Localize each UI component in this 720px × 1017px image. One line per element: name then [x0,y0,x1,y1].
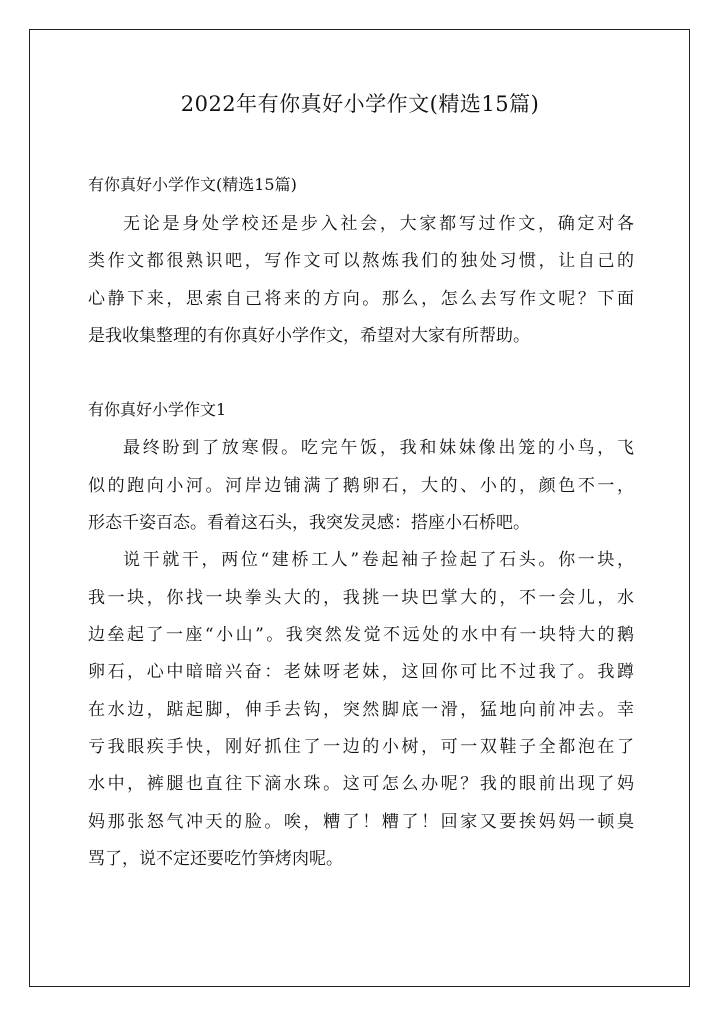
document-title: 2022年有你真好小学作文(精选15篇) [180,92,540,116]
paragraph-line: 卵石，心中暗暗兴奋：老妹呀老妹，这回你可比不过我了。我蹲 [88,662,634,682]
paragraph-line: 妈那张怒气冲天的脸。唉，糟了！糟了！回家又要挨妈妈一顿臭 [88,812,634,832]
section-heading: 有你真好小学作文1 [88,400,227,419]
intro-line: 无论是身处学校还是步入社会，大家都写过作文，确定对各 [123,214,634,234]
paragraph-line: 边垒起了一座“小山”。我突然发觉不远处的水中有一块特大的鹅 [88,625,634,645]
paragraph-line: 在水边，踮起脚，伸手去钩，突然脚底一滑，猛地向前冲去。幸 [88,700,634,720]
intro-line: 心静下来，思索自己将来的方向。那么，怎么去写作文呢？下面 [88,289,634,309]
paragraph-line: 水中，裤腿也直往下滴水珠。这可怎么办呢？我的眼前出现了妈 [88,774,634,794]
article-subtitle: 有你真好小学作文(精选15篇) [88,175,297,194]
intro-line: 类作文都很熟识吧，写作文可以熬炼我们的独处习惯，让自己的 [88,251,634,271]
paragraph-line: 说干就干，两位“建桥工人”卷起袖子捡起了石头。你一块， [123,550,634,570]
paragraph-line: 骂了，说不定还要吃竹笋烤肉呢。 [88,849,343,869]
paragraph-line: 亏我眼疾手快，刚好抓住了一边的小树，可一双鞋子全都泡在了 [88,737,634,757]
paragraph-line: 最终盼到了放寒假。吃完午饭，我和妹妹像出笼的小鸟，飞 [123,438,634,458]
intro-line: 是我收集整理的有你真好小学作文，希望对大家有所帮助。 [88,326,530,346]
paragraph-line: 形态千姿百态。看着这石头，我突发灵感：搭座小石桥吧。 [88,513,530,533]
paragraph-line: 我一块，你找一块拳头大的，我挑一块巴掌大的，不一会儿，水 [88,588,634,608]
paragraph-line: 似的跑向小河。河岸边铺满了鹅卵石，大的、小的，颜色不一， [88,476,634,496]
